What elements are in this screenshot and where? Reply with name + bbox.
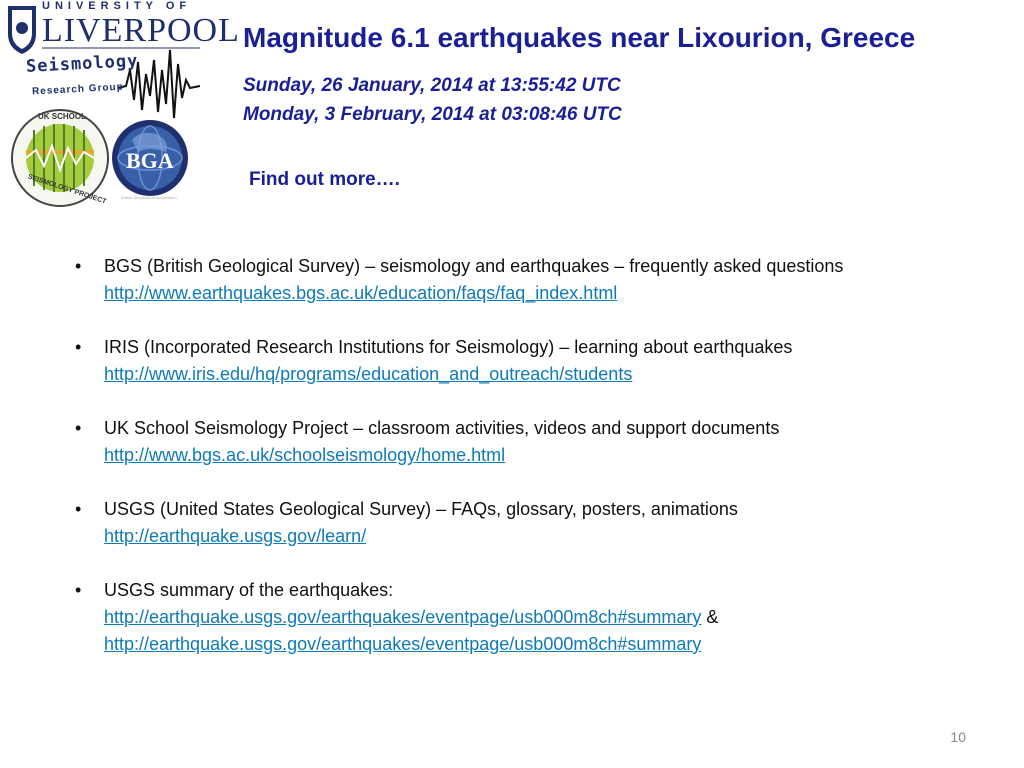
bullet: • [75, 580, 82, 600]
logo-research-group: Research Group [31, 81, 125, 98]
resource-link-iris[interactable]: http://www.iris.edu/hq/programs/education_and_outreach/students [104, 364, 633, 384]
bullet: • [75, 256, 82, 276]
event-date-1: Sunday, 26 January, 2014 at 13:55:42 UTC [243, 75, 621, 96]
find-out-more-heading: Find out more…. [249, 169, 400, 190]
bullet: • [75, 499, 82, 519]
list-item-usgs [75, 496, 955, 550]
logo-liverpool: LIVERPOOL [42, 12, 240, 49]
bullet: • [75, 418, 82, 438]
logo-seismology: Seismology [25, 51, 139, 77]
list-item-iris [75, 334, 955, 388]
resource-link-uk-school[interactable]: http://www.bgs.ac.uk/schoolseismology/home.html [104, 445, 506, 465]
event-date-2: Monday, 3 February, 2014 at 03:08:46 UTC [243, 104, 622, 125]
link-connector: & [706, 607, 719, 627]
logo-seismology-project: SEISMOLOGY PROJECT [26, 173, 108, 206]
resource-description: USGS summary of the earthquakes: [104, 580, 394, 600]
list-item-bgs [75, 253, 955, 307]
logo-uk-school: UK SCHOOL [38, 112, 86, 121]
list-item-uk-school [75, 415, 955, 469]
logos-area [0, 0, 240, 215]
resource-description: IRIS (Incorporated Research Institutions for Seismology) – learning about earthquakes [104, 337, 793, 357]
logo-university-of: UNIVERSITY OF [42, 0, 192, 12]
resource-description: BGS (British Geological Survey) – seismology and earthquakes – frequently asked questions [104, 256, 844, 276]
resource-description: UK School Seismology Project – classroom activities, videos and support documents [104, 418, 780, 438]
resource-link-usgs-summary-2[interactable]: http://earthquake.usgs.gov/earthquakes/eventpage/usb000m8ch#summary [104, 634, 702, 654]
logo-bga: BGA [126, 148, 174, 173]
uk-school-seismology-logo-icon [12, 110, 108, 206]
bullet: • [75, 337, 82, 357]
list-item-usgs-summary [75, 577, 955, 658]
resource-link-usgs-summary-1[interactable]: http://earthquake.usgs.gov/earthquakes/eventpage/usb000m8ch#summary [104, 607, 702, 627]
page-title: Magnitude 6.1 earthquakes near Lixourion, Greece [243, 22, 916, 53]
page-number: 10 [950, 729, 966, 745]
resource-link-bgs[interactable]: http://www.earthquakes.bgs.ac.uk/education/faqs/faq_index.html [104, 283, 618, 303]
resource-link-usgs[interactable]: http://earthquake.usgs.gov/learn/ [104, 526, 367, 546]
resource-list [75, 253, 955, 685]
logo-bga-sub: British Geophysical Association [121, 195, 177, 200]
liverpool-crest-icon [8, 6, 36, 54]
resource-description: USGS (United States Geological Survey) – FAQs, glossary, posters, animations [104, 499, 738, 519]
